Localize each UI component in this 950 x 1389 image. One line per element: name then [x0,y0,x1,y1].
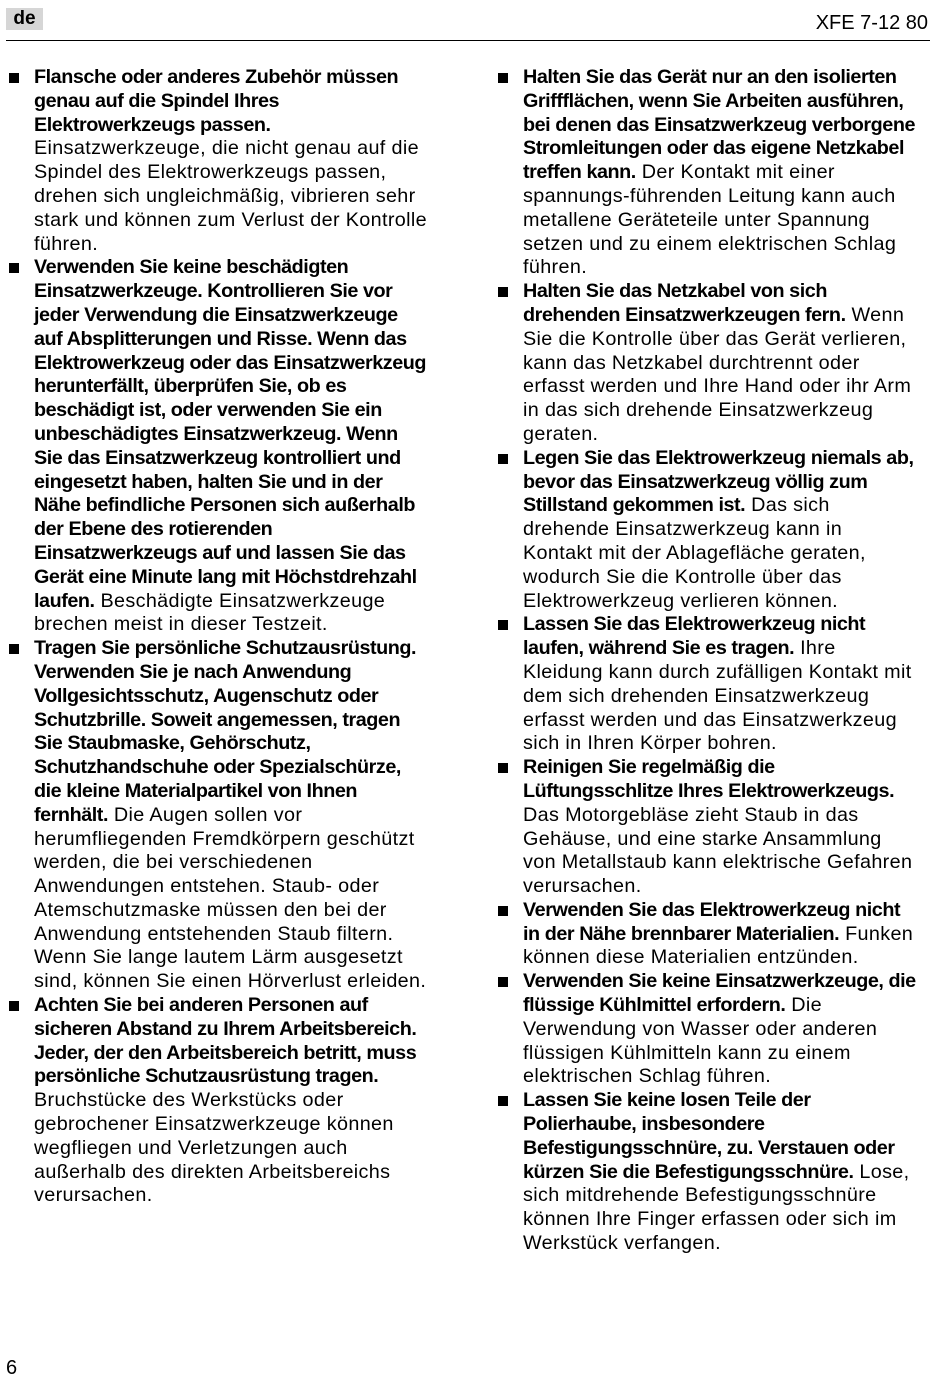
warning-bold-text: Halten Sie das Netzkabel von sich drehenden Einsatzwerkzeugen fern. [523,280,846,326]
explanation-text: Die Augen sollen vor herumfliegenden Fremdkörpern geschützt werden, die bei verschiedenen Anwendungen entstehen. Staub- oder Atemschutzmaske müssen den bei der Anwendung entstehenden Staub filtern. Wenn Sie lange lautem Lärm ausgesetzt sind, können Sie einen Hörverlust erleiden. [34,803,427,993]
explanation-text: Das sich drehende Einsatzwerkzeug kann in Kontakt mit der Ablagefläche geraten, wodurch Sie die Kontrolle über das Elektrowerkzeug verlieren können. [523,494,866,612]
explanation-text: Einsatzwerkzeuge, die nicht genau auf die Spindel des Elektrowerkzeugs passen, drehen sich ungleichmäßig, vibrieren sehr stark und können zum Verlust der Kontrolle führen. [34,137,427,255]
header-rule [6,40,930,41]
warning-bold-text: Halten Sie das Gerät nur an den isolierten Griffflächen, wenn Sie Arbeiten ausführen, bei denen das Einsatzwerkzeug verborgene Stromleitungen oder das eigene Netzkabel treffen kann. [523,66,916,184]
warning-bold-text: Verwenden Sie keine beschädigten Einsatzwerkzeuge. Kontrollieren Sie vor jeder Verwendung die Einsatzwerkzeuge auf Absplitterungen und Risse. Wenn das Elektrowerkzeug oder das Einsatzwerkzeug herunterfällt, überprüfen Sie, ob es beschädigt ist, oder verwenden Sie ein unbeschädigtes Einsatzwerkzeug. Wenn Sie das Einsatzwerkzeug kontrolliert und eingesetzt haben, halten Sie und in der Nähe befindliche Personen sich außerhalb der Ebene des rotierenden Einsatzwerkzeugs auf und lassen Sie das Gerät eine Minute lang mit Höchstdrehzahl laufen. [34,256,427,612]
language-badge: de [6,8,43,30]
warning-bold-text: Tragen Sie persönliche Schutzausrüstung. Verwenden Sie je nach Anwendung Vollgesichtsschutz, Augenschutz oder Schutzbrille. Soweit angemessen, tragen Sie Staubmaske, Gehörschutz, Schutzhandschuhe oder Spezialschürze, die kleine Materialpartikel von Ihnen fernhält. [34,637,417,826]
page-number: 6 [6,1357,18,1379]
warning-bold-text: Reinigen Sie regelmäßig die Lüftungsschlitze Ihres Elektrowerkzeugs. [523,756,895,802]
warning-bold-text: Flansche oder anderes Zubehör müssen genau auf die Spindel Ihres Elektrowerkzeugs passen. [34,66,399,136]
warning-bold-text: Lassen Sie das Elektrowerkzeug nicht laufen, während Sie es tragen. [523,613,866,660]
list-item [497,280,917,447]
explanation-text: Beschädigte Einsatzwerkzeuge brechen meist in dieser Testzeit. [34,589,386,636]
right-column [497,66,917,1256]
list-item [8,256,428,637]
explanation-text: Die Verwendung von Wasser oder anderen flüssigen Kühlmitteln kann zu einem elektrischen Schlag führen. [523,994,878,1088]
model-number: XFE 7-12 80 [815,12,928,34]
list-item [497,756,917,899]
warning-bold-text: Achten Sie bei anderen Personen auf sicheren Abstand zu Ihrem Arbeitsbereich. Jeder, der den Arbeitsbereich betritt, muss persönliche Schutzausrüstung tragen. [34,994,417,1088]
list-item [497,66,917,280]
left-column [8,66,428,1208]
explanation-text: Lose, sich mitdrehende Befestigungsschnüre können Ihre Finger erfassen oder sich im Werkstück verfangen. [523,1160,910,1255]
list-item [8,66,428,256]
list-item [8,994,428,1208]
list-item [497,899,917,970]
explanation-text: Das Motorgebläse zieht Staub in das Gehäuse, und eine starke Ansammlung von Metallstaub kann elektrische Gefahren verursachen. [523,803,913,898]
explanation-text: Ihre Kleidung kann durch zufälligen Kontakt mit dem sich drehenden Einsatzwerkzeug erfasst werden und das Einsatzwerkzeug sich in Ihren Körper bohren. [523,637,912,755]
list-item [497,1089,917,1256]
list-item [497,613,917,756]
warning-bold-text: Lassen Sie keine losen Teile der Polierhaube, insbesondere Befestigungsschnüre, zu. Verstauen oder kürzen Sie die Befestigungsschnüre. [523,1089,895,1183]
safety-list-left [8,66,428,1208]
warning-bold-text: Verwenden Sie das Elektrowerkzeug nicht in der Nähe brennbarer Materialien. [523,898,901,945]
warning-bold-text: Verwenden Sie keine Einsatzwerkzeuge, die flüssige Kühlmittel erfordern. [523,970,916,1017]
explanation-text: Der Kontakt mit einer spannungs-führenden Leitung kann auch metallene Geräteteile unter Spannung setzen und zu einem elektrischen Schlag führen. [523,161,897,279]
list-item [497,447,917,614]
safety-list-right [497,66,917,1256]
list-item [497,970,917,1089]
explanation-text: Wenn Sie die Kontrolle über das Gerät verlieren, kann das Netzkabel durchtrennt oder erfasst werden und Ihre Hand oder ihr Arm in das sich drehende Einsatzwerkzeug geraten. [523,303,912,445]
explanation-text: Bruchstücke des Werkstücks oder gebrochener Einsatzwerkzeuge können wegfliegen und Verletzungen auch außerhalb des direkten Arbeitsbereichs verursachen. [34,1089,394,1207]
list-item [8,637,428,994]
explanation-text: Funken können diese Materialien entzünden. [523,922,914,969]
warning-bold-text: Legen Sie das Elektrowerkzeug niemals ab, bevor das Einsatzwerkzeug völlig zum Stillstand gekommen ist. [523,446,914,517]
